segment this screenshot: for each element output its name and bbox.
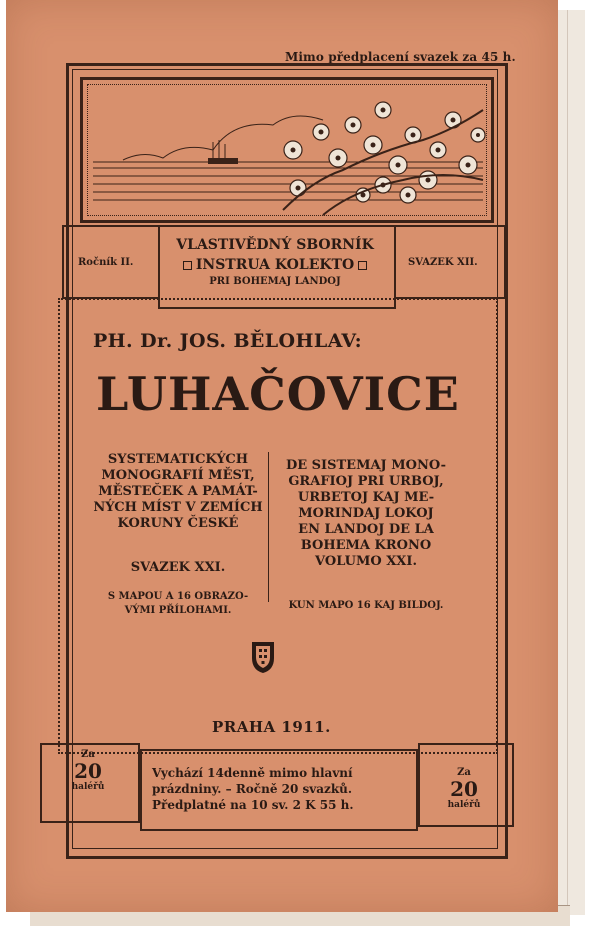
landscape-illustration bbox=[80, 77, 494, 223]
esperanto-volume: VOLUMO XXI. bbox=[315, 554, 417, 569]
place-year: PRAHA 1911. bbox=[212, 718, 331, 736]
series-title-line-2: INSTRUA KOLEKTO bbox=[195, 257, 355, 273]
column-divider bbox=[268, 452, 269, 602]
price-left: Za 20 haléřů bbox=[71, 749, 105, 792]
esperanto-maps: KUN MAPO 16 KAJ BILDOJ. bbox=[288, 600, 444, 611]
czech-description: SYSTEMATICKÝCH MONOGRAFIÍ MĚST, MĚSTEČEK A PAMÁT- NÝCH MÍST V ZEMÍCH KORUNY ČESKÉ bbox=[93, 452, 263, 531]
series-title-line-3: PRI BOHEMAJ LANDOJ bbox=[209, 276, 341, 287]
esperanto-description: DE SISTEMAJ MONO- GRAFIOJ PRI URBOJ, URBETOJ KAJ ME- MORINDAJ LOKOJ EN LANDOJ DE LA BOHEMA KRONO VOLUMO XXI. bbox=[276, 458, 456, 570]
price-right: Za 20 haléřů bbox=[447, 767, 481, 810]
illustration-svg bbox=[83, 80, 491, 220]
ornament-square-icon bbox=[183, 261, 192, 270]
emblem-shield-icon bbox=[250, 640, 276, 678]
price-note: Mimo předplacení svazek za 45 h. bbox=[285, 50, 516, 64]
author: PH. Dr. JOS. BĚLOHLAV: bbox=[93, 330, 363, 352]
series-title-line-1: VLASTIVĚDNÝ SBORNÍK bbox=[176, 237, 374, 253]
publication-info: Vychází 14denně mimo hlavní prázdniny. – Ročně 20 svazků. Předplatné na 10 sv. 2 K 55 h. bbox=[152, 766, 354, 812]
czech-maps: S MAPOU A 16 OBRAZO- VÝMI PŘÍLOHAMI. bbox=[107, 591, 249, 616]
svazek-label: SVAZEK XII. bbox=[408, 257, 478, 268]
book-title: LUHAČOVICE bbox=[96, 367, 460, 421]
series-band bbox=[62, 225, 506, 305]
rocnik-label: Ročník II. bbox=[78, 257, 134, 268]
czech-volume: SVAZEK XXI. bbox=[130, 560, 226, 575]
ornament-square-icon bbox=[358, 261, 367, 270]
bottom-price-band bbox=[40, 743, 514, 827]
